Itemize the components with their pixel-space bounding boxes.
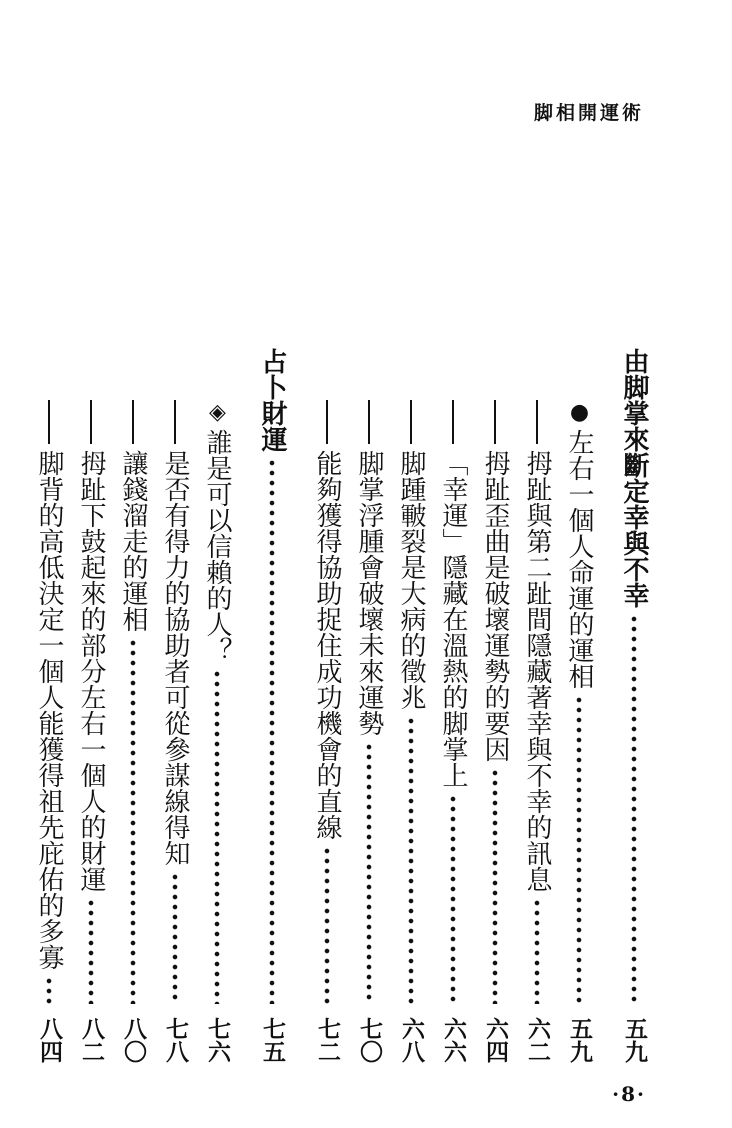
toc-entry-title: 能夠獲得協助捉住成功機會的直線 xyxy=(312,450,342,840)
dot-leader xyxy=(432,794,474,1004)
toc-page-number: 八四 xyxy=(36,1017,63,1063)
diamond-bullet-icon: ◈ xyxy=(205,400,230,425)
toc-page-number: 七五 xyxy=(259,1017,286,1063)
dot-leader xyxy=(608,614,660,1004)
dash-rule xyxy=(326,400,328,444)
toc-entry xyxy=(390,348,432,1066)
toc-entry-title: 拇趾與第二趾間隱藏著幸與不幸的訊息 xyxy=(522,450,552,892)
dash-rule xyxy=(90,400,92,444)
toc-page-number: 七六 xyxy=(204,1017,231,1063)
toc-page-number: 六二 xyxy=(524,1017,551,1063)
dot-leader xyxy=(306,846,348,1004)
dot-leader xyxy=(516,898,558,1004)
toc-section-heading xyxy=(246,348,298,1066)
toc-page-number: 八〇 xyxy=(120,1017,147,1063)
toc-entry-title: 由脚掌來斷定幸與不幸 xyxy=(619,348,649,608)
dash-rule xyxy=(174,400,176,444)
toc-entry xyxy=(558,348,600,1066)
toc-page-number: 五九 xyxy=(566,1017,593,1063)
toc-entry-title: 脚背的高低決定一個人能獲得祖先庇佑的多寡 xyxy=(34,450,64,970)
toc-section-heading xyxy=(608,348,660,1066)
dash-rule xyxy=(410,400,412,444)
dot-leader xyxy=(196,669,238,1004)
dot-leader xyxy=(474,768,516,1004)
toc-entry-title: 占卜財運 xyxy=(257,348,287,452)
dash-rule xyxy=(132,400,134,444)
dash-rule xyxy=(494,400,496,444)
dot-leader xyxy=(28,976,70,1004)
toc-entry-title: 誰是可以信賴的人？ xyxy=(202,429,232,663)
toc-entry xyxy=(154,348,196,1066)
toc-page-number: 六四 xyxy=(482,1017,509,1063)
dot-leader xyxy=(154,872,196,1004)
toc-page-number: 五九 xyxy=(621,1017,648,1063)
toc-entry xyxy=(28,348,70,1066)
toc-entry-title: 是否有得力的協助者可從參謀線得知 xyxy=(160,450,190,866)
dash-rule xyxy=(452,400,454,444)
bullet-icon: ● xyxy=(567,400,592,425)
dot-leader xyxy=(246,458,298,1004)
dash-rule xyxy=(536,400,538,444)
toc-entry xyxy=(432,348,474,1066)
toc-page-number: 六六 xyxy=(440,1017,467,1063)
dash-rule xyxy=(368,400,370,444)
dot-leader xyxy=(558,695,600,1004)
toc-entry xyxy=(306,348,348,1066)
toc-page-number: 七〇 xyxy=(356,1017,383,1063)
toc-entry xyxy=(112,348,154,1066)
toc-entry xyxy=(196,348,238,1066)
dot-leader xyxy=(348,742,390,1004)
dot-leader xyxy=(112,638,154,1004)
dash-rule xyxy=(48,400,50,444)
toc-entry xyxy=(348,348,390,1066)
dot-leader xyxy=(390,716,432,1004)
toc-entry xyxy=(70,348,112,1066)
page-folio: ·8· xyxy=(612,1082,646,1106)
toc-entry-title: 脚踵皸裂是大病的徵兆 xyxy=(396,450,426,710)
running-header: 脚相開運術 xyxy=(533,102,644,124)
toc-entry xyxy=(474,348,516,1066)
toc-page-number: 七八 xyxy=(162,1017,189,1063)
toc-entry-title: 讓錢溜走的運相 xyxy=(118,450,148,632)
toc-page-number: 六八 xyxy=(398,1017,425,1063)
toc-entry-title: 拇趾歪曲是破壞運勢的要因 xyxy=(480,450,510,762)
toc-entry-title: 左右一個人命運的運相 xyxy=(564,429,594,689)
toc-entry-title: 拇趾下鼓起來的部分左右一個人的財運 xyxy=(76,450,106,892)
dot-leader xyxy=(70,898,112,1004)
toc-entry-title: 脚掌浮腫會破壞未來運勢 xyxy=(354,450,384,736)
table-of-contents xyxy=(28,348,660,1066)
toc-entry-title: 「幸運」隱藏在溫熱的脚掌上 xyxy=(438,450,468,788)
toc-page-number: 八二 xyxy=(78,1017,105,1063)
toc-entry xyxy=(516,348,558,1066)
toc-page-number: 七二 xyxy=(314,1017,341,1063)
